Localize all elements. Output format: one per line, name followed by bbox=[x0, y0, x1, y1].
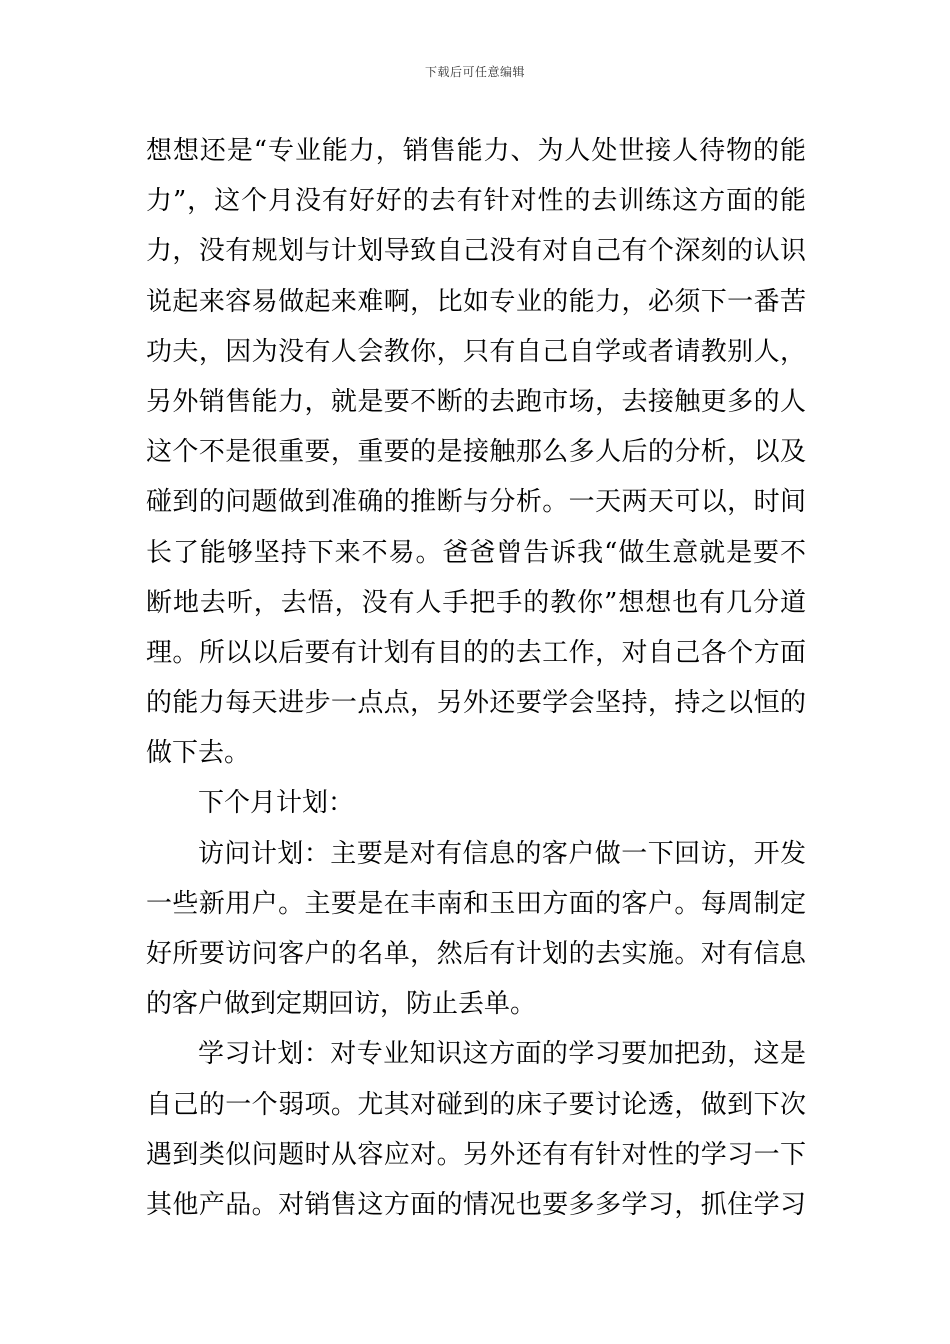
text-line: 说起来容易做起来难啊，比如专业的能力，必须下一番苦 bbox=[146, 286, 806, 317]
text-line: 力”，这个月没有好好的去有针对性的去训练这方面的能 bbox=[146, 186, 806, 217]
text-line: 理。所以以后要有计划有目的的去工作，对自己各个方面 bbox=[146, 637, 806, 668]
text-line: 想想还是“专业能力，销售能力、为人处世接人待物的能 bbox=[146, 136, 806, 166]
page-header: 下载后可任意编辑 bbox=[424, 65, 525, 79]
text-line: 力，没有规划与计划导致自己没有对自己有个深刻的认识 bbox=[146, 236, 806, 267]
text-line: 断地去听，去悟，没有人手把手的教你”想想也有几分道 bbox=[146, 587, 806, 618]
text-line: 遇到类似问题时从容应对。另外还有有针对性的学习一下 bbox=[146, 1139, 806, 1170]
text-line: 碰到的问题做到准确的推断与分析。一天两天可以，时间 bbox=[146, 487, 806, 518]
text-line: 访问计划：主要是对有信息的客户做一下回访，开发 bbox=[198, 838, 806, 869]
text-line: 另外销售能力，就是要不断的去跑市场，去接触更多的人 bbox=[146, 386, 806, 417]
paragraph-study-plan bbox=[146, 1029, 806, 1230]
text-line: 好所要访问客户的名单，然后有计划的去实施。对有信息 bbox=[146, 939, 806, 969]
section-heading: 下个月计划： bbox=[198, 788, 355, 819]
text-line: 这个不是很重要，重要的是接触那么多人后的分析，以及 bbox=[146, 437, 806, 468]
text-line: 一些新用户。主要是在丰南和玉田方面的客户。每周制定 bbox=[146, 888, 806, 919]
document-body bbox=[146, 126, 806, 1230]
paragraph-reflection bbox=[146, 126, 806, 778]
text-line: 其他产品。对销售这方面的情况也要多多学习，抓住学习 bbox=[146, 1189, 806, 1220]
paragraph-next-month-heading bbox=[146, 778, 806, 828]
text-line: 学习计划：对专业知识这方面的学习要加把劲，这是 bbox=[198, 1039, 806, 1070]
text-line: 功夫，因为没有人会教你，只有自己自学或者请教别人， bbox=[146, 336, 806, 367]
text-line: 做下去。 bbox=[146, 738, 251, 769]
text-line: 的客户做到定期回访，防止丢单。 bbox=[146, 989, 537, 1020]
text-line: 的能力每天进步一点点，另外还要学会坚持，持之以恒的 bbox=[146, 688, 806, 719]
text-line: 长了能够坚持下来不易。爸爸曾告诉我“做生意就是要不 bbox=[146, 537, 806, 568]
paragraph-visit-plan bbox=[146, 829, 806, 1030]
text-line: 自己的一个弱项。尤其对碰到的床子要讨论透，做到下次 bbox=[146, 1089, 806, 1120]
